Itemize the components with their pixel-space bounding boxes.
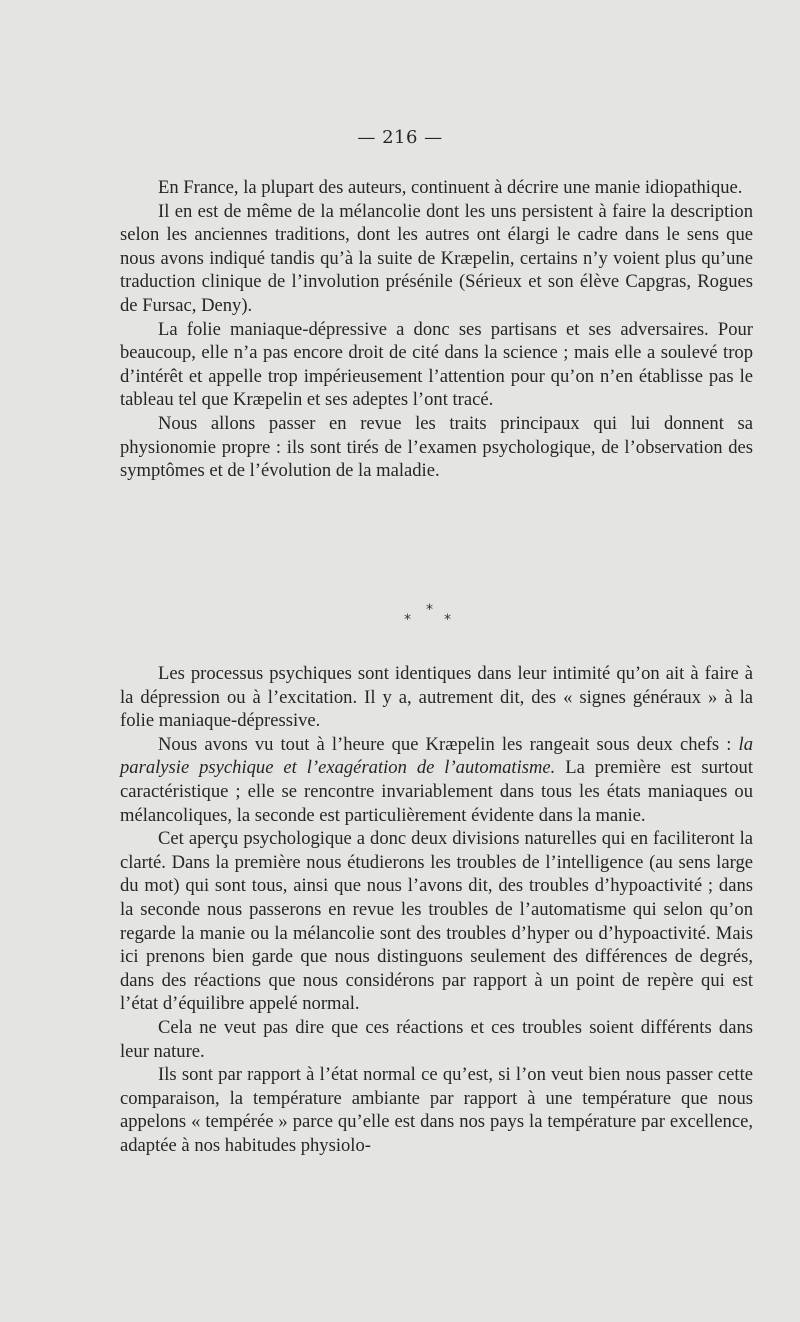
paragraph: Il en est de même de la mélancolie dont les uns persistent à faire la description selon les anciennes traditions, dont les autres ont élargi le cadre dans le sens que nous avons indiqué tandis qu’à la suite de Kræpelin, certains n’y voient plus qu’une traduction clinique de l’involution présénile (Sérieux et son élève Capgras, Rogues de Fursac, Deny).: [120, 200, 753, 316]
paragraph: Ils sont par rapport à l’état normal ce qu’est, si l’on veut bien nous passer cette comparaison, la température ambiante par rapport à une température que nous appelons « tempérée » parce qu’elle est dans nos pays la température par excellence, adaptée à nos habitudes physiolo-: [120, 1064, 753, 1156]
text-run: La première est surtout caractéristique ; elle se rencontre invariablement dans tous les états maniaques ou mélancoliques, la seconde est particulièrement évidente dans la manie.: [120, 757, 753, 826]
paragraph: Cela ne veut pas dire que ces réactions et ces troubles soient différents dans leur nature.: [120, 1016, 753, 1062]
asterism-separator: [0, 600, 800, 630]
paragraph: Cet aperçu psychologique a donc deux divisions naturelles qui en faciliteront la clarté. Dans la première nous étudierons les troubles de l’intelligence (au sens large du mot) qui sont tous, ainsi que nous l’avons dit, des troubles d’hypoactivité ; dans la seconde nous passerons en revue les troubles de l’automatisme qui selon qu’on regarde la manie ou la mélancolie sont des troubles d’hyper ou d’hypoactivité. Mais ici prenons bien garde que nous distinguons seulement des différences de degrés, dans des réactions que nous considérons par rapport à un point de repère qui est l’état d’équilibre appelé normal.: [120, 828, 753, 1015]
text-run: Nous avons vu tout à l’heure que Kræpelin les rangeait sous deux chefs :: [158, 733, 739, 755]
text-section-2: [120, 662, 753, 1157]
paragraph: Les processus psychiques sont identiques dans leur intimité qu’on ait à faire à la dépression ou à l’excitation. Il y a, autrement dit, des « signes généraux » à la folie maniaque-dépressive.: [120, 663, 753, 732]
text-section-1: [120, 176, 753, 483]
asterisk-right: *: [444, 612, 451, 628]
asterisk-left: *: [404, 612, 411, 628]
paragraph: La folie maniaque-dépressive a donc ses partisans et ses adversaires. Pour beaucoup, elle n’a pas encore droit de cité dans la science ; mais elle a soulevé trop d’intérêt et appelle trop impérieusement l’attention pour qu’on n’en établisse pas le tableau tel que Kræpelin et ses adeptes l’ont tracé.: [120, 318, 753, 411]
paragraph: En France, la plupart des auteurs, continuent à décrire une manie idiopathique.: [158, 177, 743, 198]
page-number: — 216 —: [357, 127, 443, 148]
paragraph-with-italic: [120, 733, 753, 827]
paragraph: Nous allons passer en revue les traits principaux qui lui donnent sa physionomie propre : ils sont tirés de l’examen psychologique, de l’observation des symptômes et de l’évolution de la maladie.: [120, 412, 753, 482]
italic-phrase: la paralysie psychique et l’exagération de l’automatisme.: [120, 733, 753, 779]
asterisk-top: *: [426, 602, 433, 618]
